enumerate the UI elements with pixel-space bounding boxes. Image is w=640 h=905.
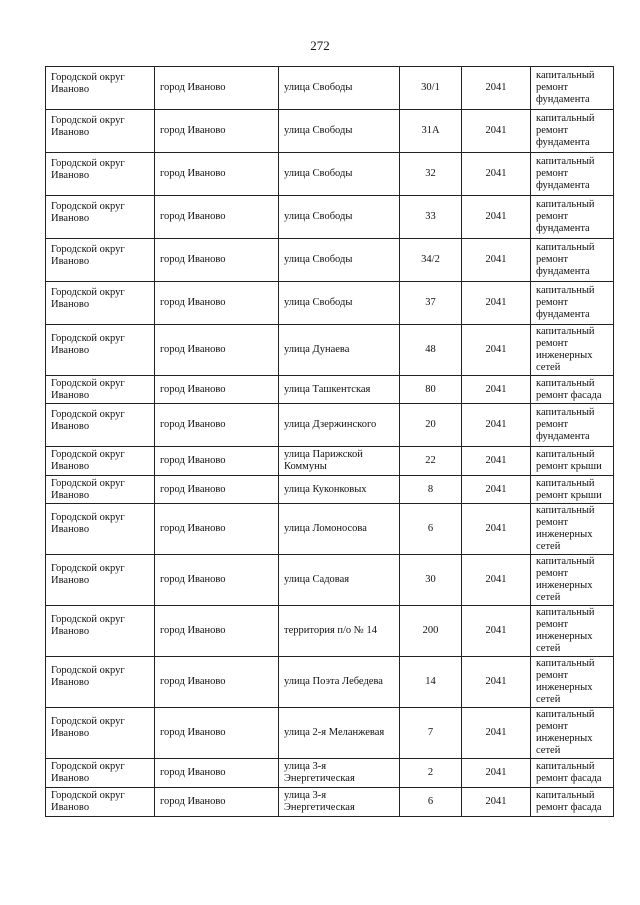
work-type-cell: капитальный ремонт инженерных сетей <box>531 555 614 606</box>
street-cell: улица Свободы <box>279 110 400 153</box>
house-number-cell: 32 <box>400 153 462 196</box>
table-row <box>46 447 614 476</box>
year-cell: 2041 <box>462 447 531 476</box>
year-cell: 2041 <box>462 153 531 196</box>
street-cell: улица Свободы <box>279 239 400 282</box>
district-cell: Городской округ Иваново <box>46 759 155 788</box>
year-cell: 2041 <box>462 110 531 153</box>
house-number-cell: 30 <box>400 555 462 606</box>
table-row <box>46 239 614 282</box>
city-cell: город Иваново <box>155 606 279 657</box>
district-cell: Городской округ Иваново <box>46 110 155 153</box>
district-cell: Городской округ Иваново <box>46 153 155 196</box>
street-cell: улица Ташкентская <box>279 376 400 404</box>
table-row <box>46 67 614 110</box>
street-cell: улица Парижской Коммуны <box>279 447 400 476</box>
city-cell: город Иваново <box>155 376 279 404</box>
house-number-cell: 6 <box>400 504 462 555</box>
year-cell: 2041 <box>462 376 531 404</box>
house-number-cell: 37 <box>400 282 462 325</box>
table-row <box>46 657 614 708</box>
table-row <box>46 606 614 657</box>
table-row <box>46 476 614 504</box>
work-type-cell: капитальный ремонт фасада <box>531 759 614 788</box>
district-cell: Городской округ Иваново <box>46 555 155 606</box>
district-cell: Городской округ Иваново <box>46 239 155 282</box>
year-cell: 2041 <box>462 325 531 376</box>
table-row <box>46 325 614 376</box>
year-cell: 2041 <box>462 759 531 788</box>
street-cell: улица Дзержинского <box>279 404 400 447</box>
house-number-cell: 6 <box>400 788 462 817</box>
district-cell: Городской округ Иваново <box>46 788 155 817</box>
work-type-cell: капитальный ремонт фундамента <box>531 282 614 325</box>
city-cell: город Иваново <box>155 196 279 239</box>
work-type-cell: капитальный ремонт фундамента <box>531 239 614 282</box>
table-row <box>46 555 614 606</box>
city-cell: город Иваново <box>155 476 279 504</box>
table-row <box>46 376 614 404</box>
street-cell: территория п/о № 14 <box>279 606 400 657</box>
house-number-cell: 2 <box>400 759 462 788</box>
work-type-cell: капитальный ремонт крыши <box>531 447 614 476</box>
table-row <box>46 110 614 153</box>
street-cell: улица Куконковых <box>279 476 400 504</box>
year-cell: 2041 <box>462 504 531 555</box>
district-cell: Городской округ Иваново <box>46 657 155 708</box>
table-row <box>46 196 614 239</box>
work-type-cell: капитальный ремонт инженерных сетей <box>531 504 614 555</box>
house-number-cell: 200 <box>400 606 462 657</box>
street-cell: улица Дунаева <box>279 325 400 376</box>
city-cell: город Иваново <box>155 325 279 376</box>
work-type-cell: капитальный ремонт инженерных сетей <box>531 657 614 708</box>
district-cell: Городской округ Иваново <box>46 325 155 376</box>
district-cell: Городской округ Иваново <box>46 376 155 404</box>
work-type-cell: капитальный ремонт фундамента <box>531 153 614 196</box>
street-cell: улица 3-я Энергетическая <box>279 759 400 788</box>
city-cell: город Иваново <box>155 239 279 282</box>
work-type-cell: капитальный ремонт фасада <box>531 376 614 404</box>
work-type-cell: капитальный ремонт фундамента <box>531 67 614 110</box>
house-number-cell: 22 <box>400 447 462 476</box>
work-type-cell: капитальный ремонт фасада <box>531 788 614 817</box>
city-cell: город Иваново <box>155 404 279 447</box>
street-cell: улица Поэта Лебедева <box>279 657 400 708</box>
house-number-cell: 48 <box>400 325 462 376</box>
district-cell: Городской округ Иваново <box>46 282 155 325</box>
house-number-cell: 80 <box>400 376 462 404</box>
work-type-cell: капитальный ремонт инженерных сетей <box>531 606 614 657</box>
city-cell: город Иваново <box>155 447 279 476</box>
street-cell: улица Свободы <box>279 196 400 239</box>
year-cell: 2041 <box>462 404 531 447</box>
house-number-cell: 30/1 <box>400 67 462 110</box>
street-cell: улица Садовая <box>279 555 400 606</box>
work-type-cell: капитальный ремонт инженерных сетей <box>531 325 614 376</box>
district-cell: Городской округ Иваново <box>46 476 155 504</box>
year-cell: 2041 <box>462 657 531 708</box>
year-cell: 2041 <box>462 196 531 239</box>
table-row <box>46 504 614 555</box>
year-cell: 2041 <box>462 555 531 606</box>
city-cell: город Иваново <box>155 788 279 817</box>
year-cell: 2041 <box>462 282 531 325</box>
work-type-cell: капитальный ремонт фундамента <box>531 404 614 447</box>
house-number-cell: 33 <box>400 196 462 239</box>
city-cell: город Иваново <box>155 110 279 153</box>
year-cell: 2041 <box>462 708 531 759</box>
house-number-cell: 8 <box>400 476 462 504</box>
district-cell: Городской округ Иваново <box>46 606 155 657</box>
house-number-cell: 7 <box>400 708 462 759</box>
work-type-cell: капитальный ремонт фундамента <box>531 196 614 239</box>
table-row <box>46 708 614 759</box>
city-cell: город Иваново <box>155 708 279 759</box>
year-cell: 2041 <box>462 788 531 817</box>
year-cell: 2041 <box>462 239 531 282</box>
table-row <box>46 153 614 196</box>
street-cell: улица 2-я Меланжевая <box>279 708 400 759</box>
work-type-cell: капитальный ремонт инженерных сетей <box>531 708 614 759</box>
work-type-cell: капитальный ремонт крыши <box>531 476 614 504</box>
city-cell: город Иваново <box>155 153 279 196</box>
street-cell: улица 3-я Энергетическая <box>279 788 400 817</box>
work-type-cell: капитальный ремонт фундамента <box>531 110 614 153</box>
house-number-cell: 20 <box>400 404 462 447</box>
street-cell: улица Свободы <box>279 282 400 325</box>
city-cell: город Иваново <box>155 657 279 708</box>
district-cell: Городской округ Иваново <box>46 504 155 555</box>
district-cell: Городской округ Иваново <box>46 67 155 110</box>
city-cell: город Иваново <box>155 759 279 788</box>
table-row <box>46 788 614 817</box>
street-cell: улица Ломоносова <box>279 504 400 555</box>
street-cell: улица Свободы <box>279 153 400 196</box>
house-number-cell: 34/2 <box>400 239 462 282</box>
city-cell: город Иваново <box>155 67 279 110</box>
table-row <box>46 404 614 447</box>
city-cell: город Иваново <box>155 504 279 555</box>
house-number-cell: 31А <box>400 110 462 153</box>
district-cell: Городской округ Иваново <box>46 404 155 447</box>
year-cell: 2041 <box>462 606 531 657</box>
district-cell: Городской округ Иваново <box>46 447 155 476</box>
city-cell: город Иваново <box>155 555 279 606</box>
district-cell: Городской округ Иваново <box>46 708 155 759</box>
city-cell: город Иваново <box>155 282 279 325</box>
repair-register-table <box>45 66 614 817</box>
year-cell: 2041 <box>462 67 531 110</box>
page-number: 272 <box>310 38 330 53</box>
table-row <box>46 759 614 788</box>
street-cell: улица Свободы <box>279 67 400 110</box>
table-row <box>46 282 614 325</box>
house-number-cell: 14 <box>400 657 462 708</box>
year-cell: 2041 <box>462 476 531 504</box>
district-cell: Городской округ Иваново <box>46 196 155 239</box>
